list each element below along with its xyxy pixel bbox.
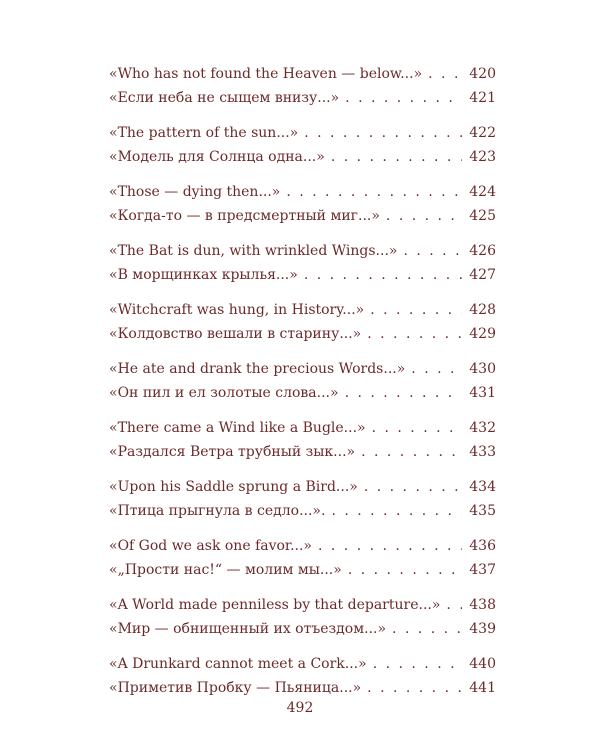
toc-entry-title: «Он пил и ел золотые слова...» [109,385,339,401]
dot-leader [331,499,462,523]
toc-entry-page: 438 [469,597,496,613]
toc-entry [109,86,496,110]
toc-entry-page: 439 [469,621,496,637]
dot-leader [286,180,462,204]
dot-leader [318,534,462,558]
toc-entry-page: 437 [469,562,496,578]
toc-entry-title: «В морщинках крылья...» [109,267,298,283]
toc-entry-page: 427 [469,267,496,283]
dot-leader [367,676,462,700]
dot-leader [361,440,462,464]
toc-entry-title: «Witchcraft was hung, in History...» [109,302,365,318]
toc-entry-page: 432 [469,420,496,436]
dot-leader [348,558,462,582]
toc-group [109,121,496,169]
toc-entry [109,440,496,464]
dot-leader [345,86,462,110]
toc-group [109,180,496,228]
dot-leader [373,652,462,676]
dot-leader [331,145,462,169]
toc-entry-page: 424 [469,184,496,200]
toc-entry-title: «„Прости нас!“ — молим мы...» [109,562,342,578]
dot-leader [411,357,462,381]
toc-entry-title: «Если неба не сыщем внизу...» [109,90,340,106]
toc-entry-page: 435 [469,503,496,519]
toc-entry [109,121,496,145]
toc-entry [109,381,496,405]
toc-entry-page: 431 [469,385,496,401]
toc-entry [109,652,496,676]
toc-entry [109,534,496,558]
dot-leader [403,239,462,263]
toc-entry-title: «Колдовство вешали в старину...» [109,326,362,342]
toc-entry [109,499,496,523]
toc-entry [109,357,496,381]
dot-leader [446,593,462,617]
toc-group [109,298,496,346]
toc-entry-page: 421 [469,90,496,106]
toc-entry-page: 436 [469,538,496,554]
toc-entry [109,558,496,582]
toc-entry [109,298,496,322]
toc-group [109,475,496,523]
toc-entry-title: «Приметив Пробку — Пьяница...» [109,680,362,696]
toc-group [109,416,496,464]
toc-entry [109,475,496,499]
toc-entry-title: «Upon his Saddle sprung a Bird...» [109,479,358,495]
toc-entry-title: «He ate and drank the precious Words...» [109,361,406,377]
toc-entry [109,416,496,440]
toc-entry-page: 440 [469,656,496,672]
dot-leader [367,322,462,346]
toc-entry-title: «Мир — обнищенный их отъездом...» [109,621,387,637]
toc-entry-page: 425 [469,208,496,224]
dot-leader [428,62,462,86]
toc-entry-page: 441 [469,680,496,696]
toc-entry [109,676,496,700]
toc-group [109,593,496,641]
toc-entry-page: 429 [469,326,496,342]
toc-entry-title: «Птица прыгнула в седло...». [109,503,326,519]
dot-leader [370,298,462,322]
toc-entry-title: «Those — dying then...» [109,184,281,200]
dot-leader [345,381,462,405]
toc-entry-page: 433 [469,444,496,460]
toc-entry-title: «The Bat is dun, with wrinkled Wings...» [109,243,398,259]
toc-group [109,62,496,110]
toc-entry-title: «A Drunkard cannot meet a Cork...» [109,656,367,672]
toc-entry-page: 430 [469,361,496,377]
dot-leader [386,204,462,228]
toc-entry-page: 434 [469,479,496,495]
table-of-contents [109,62,496,711]
dot-leader [392,617,462,641]
toc-entry [109,145,496,169]
toc-entry [109,62,496,86]
toc-entry [109,180,496,204]
toc-entry-title: «Of God we ask one favor...» [109,538,312,554]
toc-entry-title: «Раздался Ветра трубный зык...» [109,444,356,460]
toc-entry [109,263,496,287]
toc-group [109,534,496,582]
toc-group [109,652,496,700]
dot-leader [304,121,462,145]
toc-entry-page: 426 [469,243,496,259]
dot-leader [304,263,462,287]
page-number: 492 [286,700,314,716]
toc-entry-title: «Who has not found the Heaven — below...» [109,66,423,82]
toc-entry-title: «Когда-то — в предсмертный миг...» [109,208,380,224]
toc-entry [109,204,496,228]
toc-entry [109,617,496,641]
toc-entry-page: 423 [469,149,496,165]
toc-entry [109,593,496,617]
toc-entry-title: «There came a Wind like a Bugle...» [109,420,366,436]
toc-entry-title: «A World made penniless by that departure...» [109,597,441,613]
dot-leader [364,475,462,499]
toc-entry [109,239,496,263]
toc-group [109,357,496,405]
toc-group [109,239,496,287]
toc-entry-title: «Модель для Солнца одна...» [109,149,325,165]
toc-entry-page: 428 [469,302,496,318]
toc-entry-page: 420 [469,66,496,82]
toc-entry-title: «The pattern of the sun...» [109,125,299,141]
dot-leader [372,416,462,440]
toc-entry [109,322,496,346]
toc-entry-page: 422 [469,125,496,141]
